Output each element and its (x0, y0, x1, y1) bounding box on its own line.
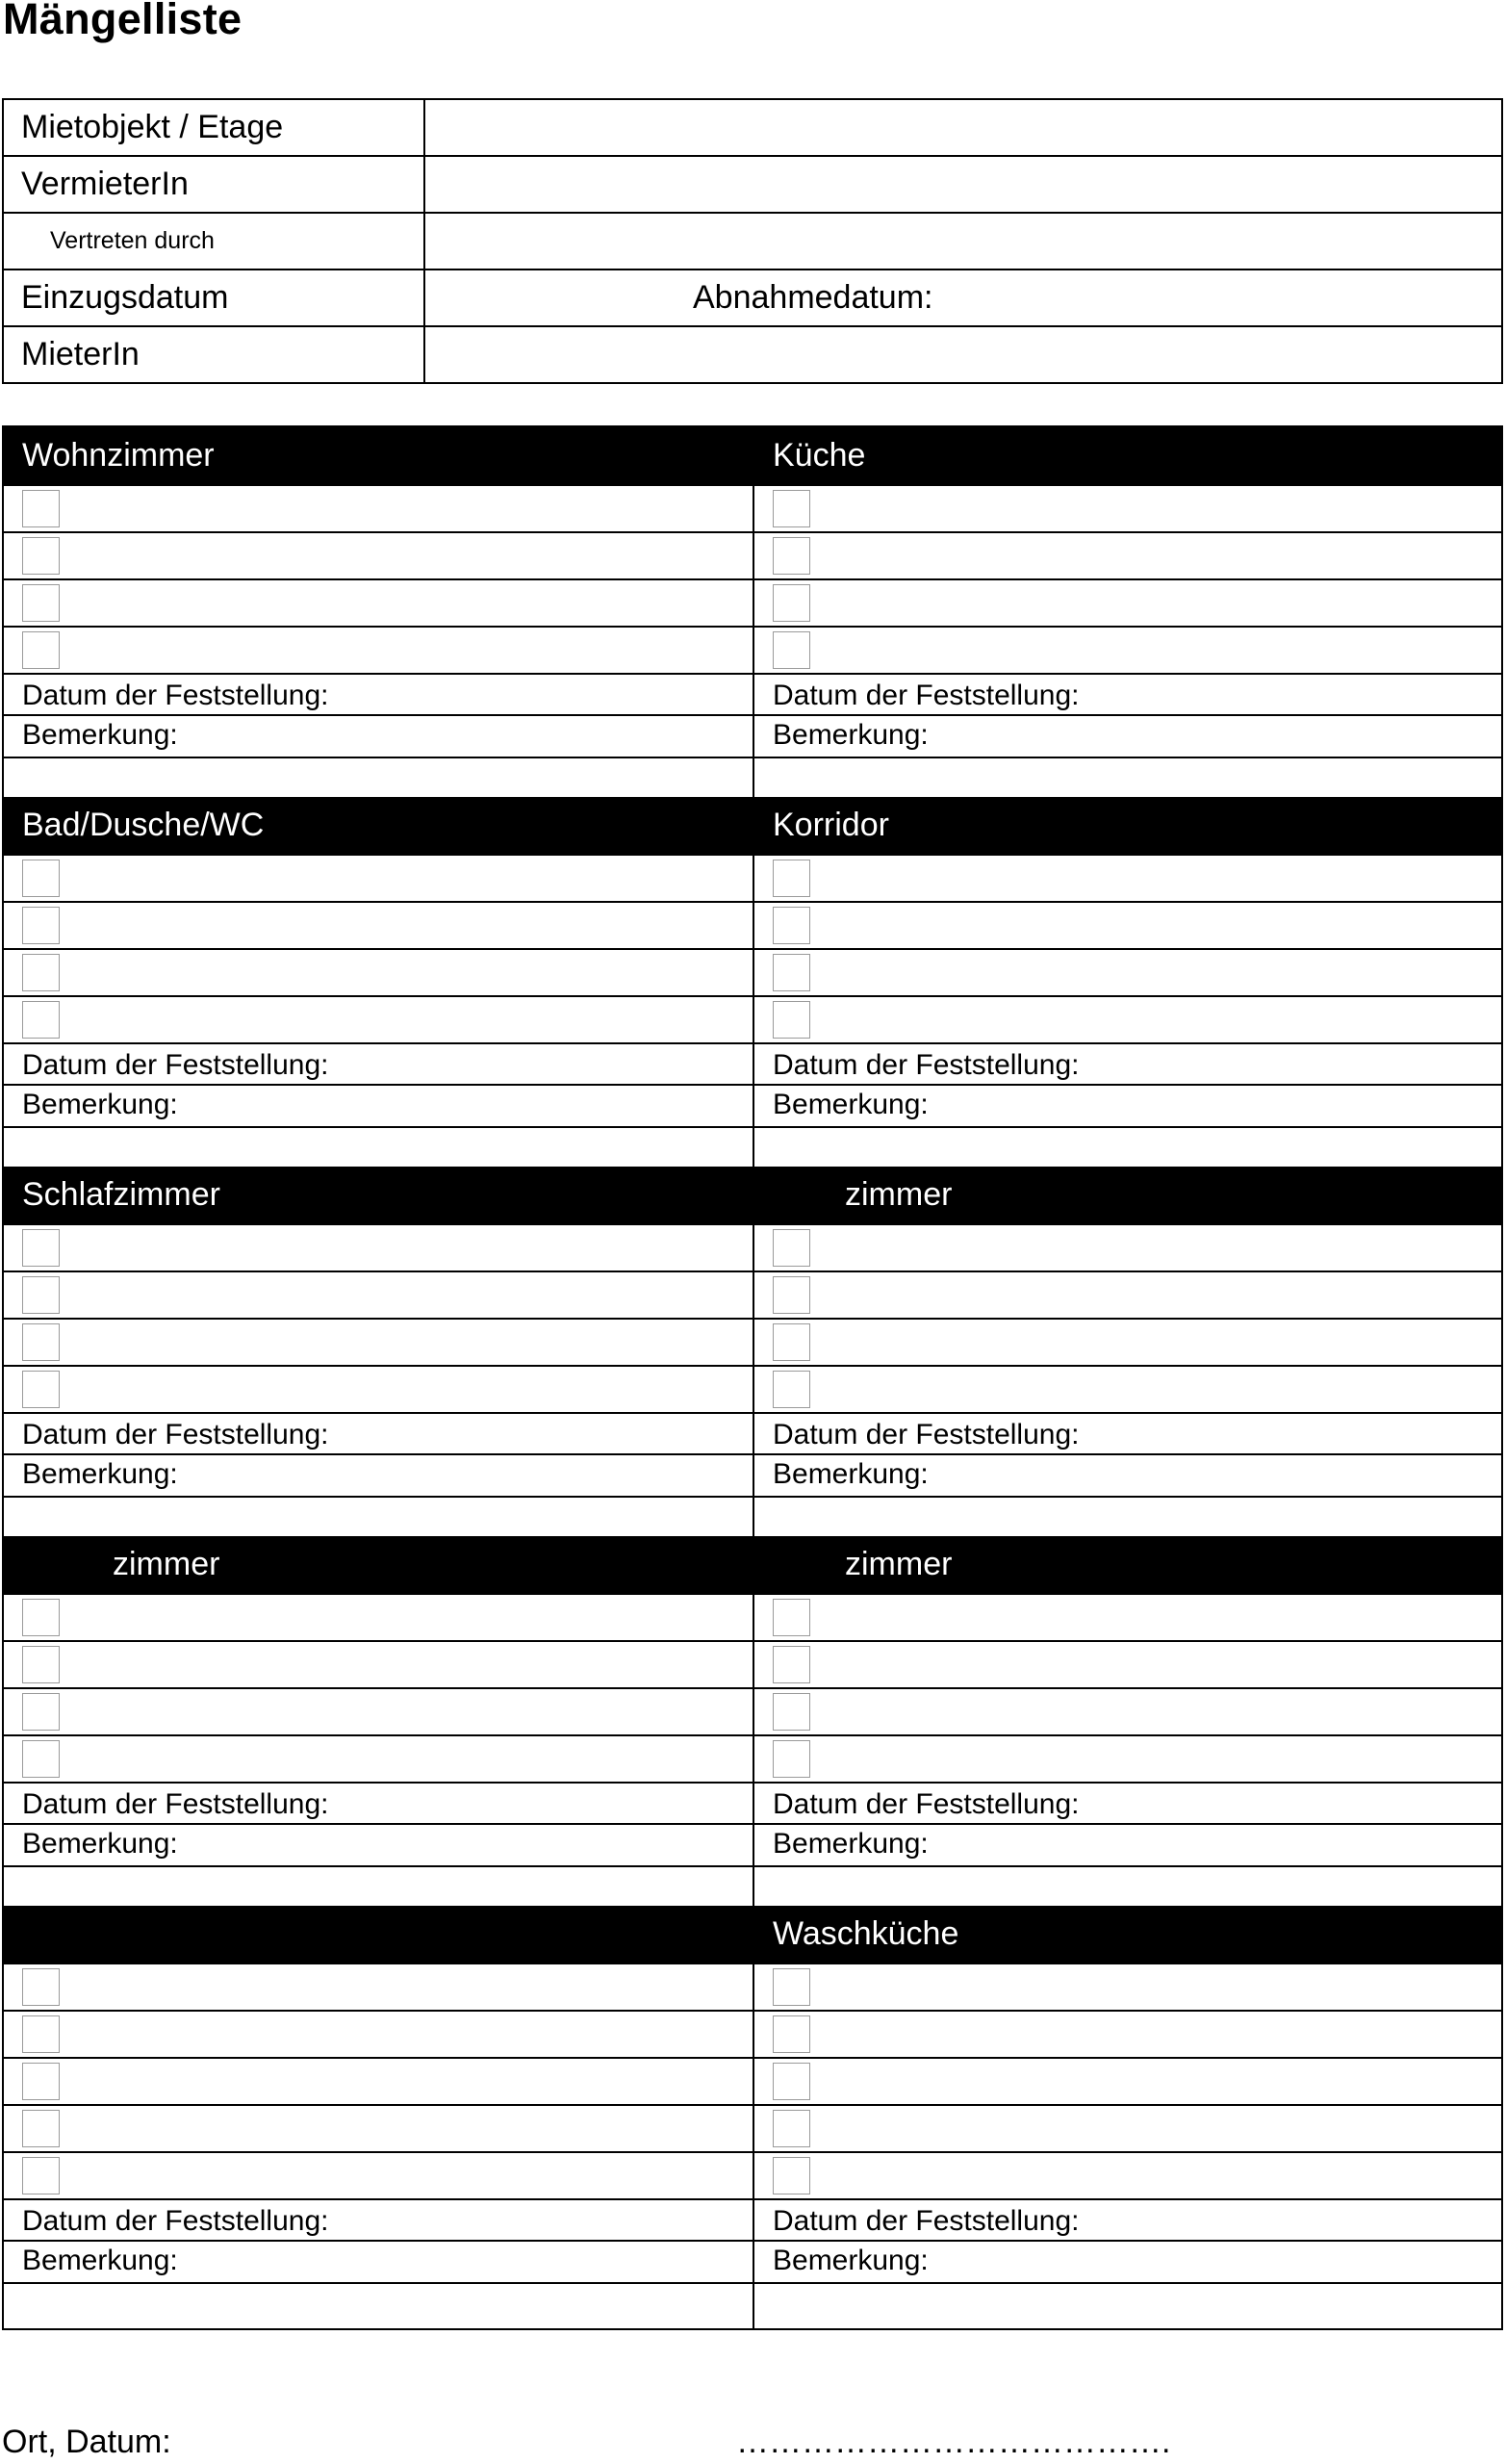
room-section (753, 427, 1501, 797)
room-section (4, 1906, 753, 2328)
defect-row (754, 578, 1501, 626)
room-header: zimmer (754, 1536, 1501, 1593)
datum-label: Datum der Feststellung: (754, 2198, 1501, 2240)
bemerkung-field[interactable] (754, 1126, 1501, 1167)
defect-row (4, 1593, 753, 1640)
defect-row (754, 484, 1501, 531)
defect-row (4, 1734, 753, 1782)
checkbox[interactable] (22, 1323, 60, 1361)
bemerkung-field[interactable] (4, 1126, 753, 1167)
checkbox[interactable] (22, 2110, 60, 2147)
bemerkung-label: Bemerkung: (754, 714, 1501, 757)
defect-row (4, 531, 753, 578)
checkbox[interactable] (22, 1693, 60, 1731)
defect-row (754, 2010, 1501, 2057)
checkbox[interactable] (773, 1229, 810, 1267)
room-section (753, 797, 1501, 1167)
defect-row (4, 1365, 753, 1412)
datum-label: Datum der Feststellung: (4, 1042, 753, 1084)
checkbox[interactable] (22, 1968, 60, 2006)
defect-row (754, 1593, 1501, 1640)
defect-row (754, 531, 1501, 578)
room-header: Wohnzimmer (4, 427, 753, 484)
checkbox[interactable] (773, 954, 810, 991)
checkbox[interactable] (773, 860, 810, 897)
checkbox[interactable] (773, 1968, 810, 2006)
datum-label: Datum der Feststellung: (4, 1782, 753, 1823)
datum-label: Datum der Feststellung: (4, 1412, 753, 1453)
info-row-mietobjekt (3, 99, 1502, 156)
rooms-grid (2, 425, 1503, 2330)
checkbox[interactable] (773, 584, 810, 622)
mietobjekt-field[interactable] (424, 99, 1502, 156)
bemerkung-label: Bemerkung: (754, 2240, 1501, 2282)
checkbox[interactable] (773, 2157, 810, 2194)
info-row-mieter (3, 326, 1502, 383)
room-section (4, 1167, 753, 1536)
datum-label: Datum der Feststellung: (4, 2198, 753, 2240)
defect-row (754, 1963, 1501, 2010)
room-band (4, 1536, 1501, 1906)
defect-row (4, 2151, 753, 2198)
defect-row (4, 2057, 753, 2104)
room-section (4, 797, 753, 1167)
mietobjekt-label: Mietobjekt / Etage (3, 99, 424, 156)
bemerkung-field[interactable] (4, 1496, 753, 1536)
vertreten-label: Vertreten durch (3, 213, 424, 270)
room-section (4, 1536, 753, 1906)
defect-row (4, 1640, 753, 1687)
defect-row (4, 626, 753, 673)
bemerkung-label: Bemerkung: (754, 1453, 1501, 1496)
room-header: Küche (754, 427, 1501, 484)
signature-line[interactable]: …………………………………. (736, 2424, 1171, 2460)
checkbox[interactable] (22, 490, 60, 527)
defect-row (4, 1318, 753, 1365)
defect-row (4, 1963, 753, 2010)
datum-label: Datum der Feststellung: (754, 1782, 1501, 1823)
defect-row (754, 1365, 1501, 1412)
defect-row (4, 854, 753, 901)
checkbox[interactable] (22, 1276, 60, 1314)
vertreten-field[interactable] (424, 213, 1502, 270)
defect-row (4, 1270, 753, 1318)
defect-row (754, 1223, 1501, 1270)
room-header: Bad/Dusche/WC (4, 797, 753, 854)
room-header: Schlafzimmer (4, 1167, 753, 1223)
checkbox[interactable] (773, 2015, 810, 2053)
checkbox[interactable] (773, 631, 810, 669)
checkbox[interactable] (22, 1599, 60, 1636)
checkbox[interactable] (773, 2110, 810, 2147)
bemerkung-label: Bemerkung: (754, 1084, 1501, 1126)
defect-row (4, 2104, 753, 2151)
checkbox[interactable] (22, 2015, 60, 2053)
room-header: zimmer (754, 1167, 1501, 1223)
bemerkung-label: Bemerkung: (754, 1823, 1501, 1865)
room-band (4, 1906, 1501, 2328)
defect-row (4, 578, 753, 626)
checkbox[interactable] (22, 1740, 60, 1778)
info-row-vermieter (3, 156, 1502, 213)
room-header (4, 1906, 753, 1963)
defect-row (754, 854, 1501, 901)
defect-row (754, 1270, 1501, 1318)
mieter-label: MieterIn (3, 326, 424, 383)
defect-row (754, 1318, 1501, 1365)
datum-label: Datum der Feststellung: (754, 1042, 1501, 1084)
checkbox[interactable] (22, 1229, 60, 1267)
defect-row (754, 2151, 1501, 2198)
checkbox[interactable] (22, 860, 60, 897)
defect-row (754, 1640, 1501, 1687)
bemerkung-field[interactable] (754, 2282, 1501, 2328)
defect-row (754, 2057, 1501, 2104)
defect-row (754, 626, 1501, 673)
bemerkung-field[interactable] (754, 1865, 1501, 1906)
mieter-field[interactable] (424, 326, 1502, 383)
defect-row (754, 1734, 1501, 1782)
checkbox[interactable] (773, 907, 810, 944)
checkbox[interactable] (773, 537, 810, 575)
checkbox[interactable] (773, 2063, 810, 2100)
vermieter-field[interactable] (424, 156, 1502, 213)
defect-row (4, 901, 753, 948)
bemerkung-label: Bemerkung: (4, 1084, 753, 1126)
room-band (4, 427, 1501, 797)
room-header: Waschküche (754, 1906, 1501, 1963)
room-section (753, 1906, 1501, 2328)
einzug-label: Einzugsdatum (3, 270, 424, 326)
bemerkung-field[interactable] (754, 1496, 1501, 1536)
checkbox[interactable] (773, 1693, 810, 1731)
checkbox[interactable] (22, 631, 60, 669)
checkbox[interactable] (773, 1001, 810, 1039)
defect-row (4, 484, 753, 531)
checkbox[interactable] (773, 1323, 810, 1361)
bemerkung-field[interactable] (754, 757, 1501, 797)
checkbox[interactable] (22, 1001, 60, 1039)
info-row-vertreten (3, 213, 1502, 270)
checkbox[interactable] (773, 490, 810, 527)
defect-row (4, 2010, 753, 2057)
bemerkung-label: Bemerkung: (4, 1823, 753, 1865)
bemerkung-label: Bemerkung: (4, 2240, 753, 2282)
info-row-datum (3, 270, 1502, 326)
bemerkung-field[interactable] (4, 2282, 753, 2328)
info-table (2, 98, 1503, 384)
abnahme-label: Abnahmedatum: (693, 279, 933, 316)
room-section (753, 1167, 1501, 1536)
checkbox[interactable] (22, 537, 60, 575)
checkbox[interactable] (773, 1646, 810, 1683)
checkbox[interactable] (22, 1646, 60, 1683)
room-band (4, 797, 1501, 1167)
checkbox[interactable] (22, 1371, 60, 1408)
datum-label: Datum der Feststellung: (754, 1412, 1501, 1453)
defect-row (4, 948, 753, 995)
checkbox[interactable] (22, 907, 60, 944)
checkbox[interactable] (773, 1371, 810, 1408)
defect-row (4, 995, 753, 1042)
bemerkung-field[interactable] (4, 1865, 753, 1906)
defect-row (4, 1223, 753, 1270)
checkbox[interactable] (773, 1740, 810, 1778)
defect-row (754, 1687, 1501, 1734)
datum-label: Datum der Feststellung: (4, 673, 753, 714)
page-title: Mängelliste (3, 0, 242, 43)
defect-row (754, 995, 1501, 1042)
defect-row (4, 1687, 753, 1734)
room-band (4, 1167, 1501, 1536)
bemerkung-label: Bemerkung: (4, 1453, 753, 1496)
datum-label: Datum der Feststellung: (754, 673, 1501, 714)
vermieter-label: VermieterIn (3, 156, 424, 213)
checkbox[interactable] (22, 2063, 60, 2100)
room-header: zimmer (4, 1536, 753, 1593)
defect-row (754, 948, 1501, 995)
checkbox[interactable] (22, 584, 60, 622)
abnahme-field[interactable] (424, 270, 1502, 326)
room-section (753, 1536, 1501, 1906)
room-section (4, 427, 753, 797)
room-header: Korridor (754, 797, 1501, 854)
checkbox[interactable] (773, 1276, 810, 1314)
defect-row (754, 2104, 1501, 2151)
checkbox[interactable] (773, 1599, 810, 1636)
bemerkung-label: Bemerkung: (4, 714, 753, 757)
checkbox[interactable] (22, 954, 60, 991)
checkbox[interactable] (22, 2157, 60, 2194)
defect-row (754, 901, 1501, 948)
ort-datum-label: Ort, Datum: (2, 2424, 171, 2460)
bemerkung-field[interactable] (4, 757, 753, 797)
